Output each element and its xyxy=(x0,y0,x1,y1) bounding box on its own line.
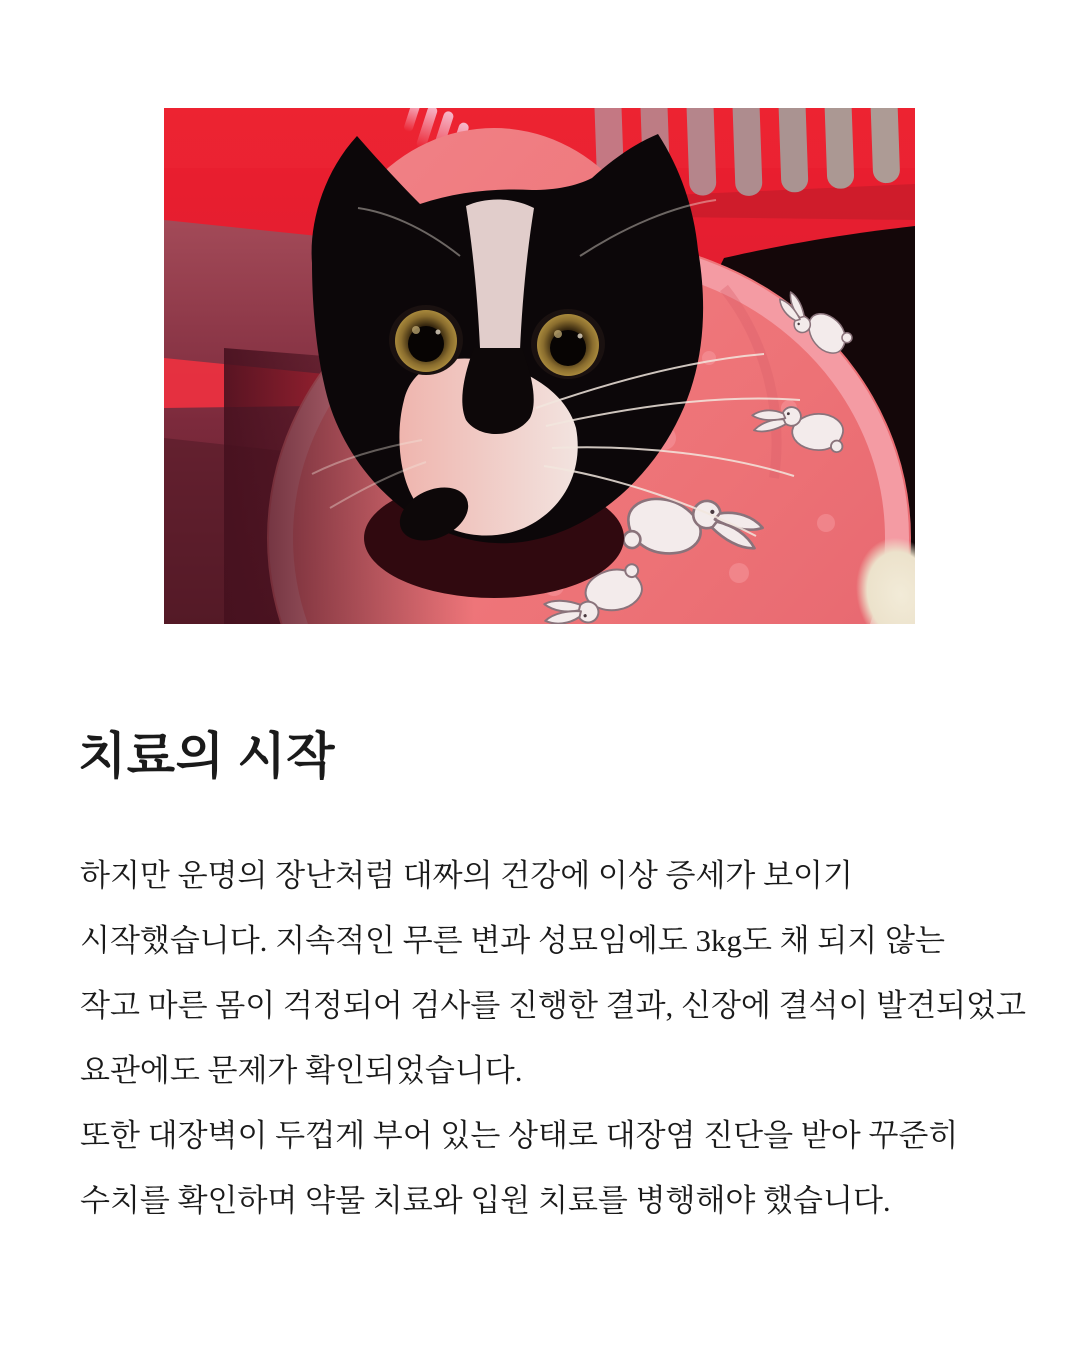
cat-photo xyxy=(164,108,915,624)
body-paragraph xyxy=(80,843,1040,1233)
left-eye xyxy=(389,305,463,375)
body-line-1: 하지만 운명의 장난처럼 대짜의 건강에 이상 증세가 보이기 xyxy=(80,858,853,893)
section-title: 치료의 시작 xyxy=(78,728,335,784)
body-line-2: 시작했습니다. 지속적인 무른 변과 성묘임에도 3kg도 채 되지 않는 xyxy=(80,923,945,958)
body-line-6: 수치를 확인하며 약물 치료와 입원 치료를 병행해야 했습니다. xyxy=(80,1183,891,1218)
right-eye xyxy=(531,309,605,379)
nose-bridge xyxy=(462,348,533,434)
body-line-4: 요관에도 문제가 확인되었습니다. xyxy=(80,1053,523,1088)
body-line-5: 또한 대장벽이 두껍게 부어 있는 상태로 대장염 진단을 받아 꾸준히 xyxy=(80,1118,959,1153)
body-line-3: 작고 마른 몸이 걱정되어 검사를 진행한 결과, 신장에 결석이 발견되었고 xyxy=(80,988,1026,1023)
cat-photo-illustration xyxy=(164,108,915,624)
